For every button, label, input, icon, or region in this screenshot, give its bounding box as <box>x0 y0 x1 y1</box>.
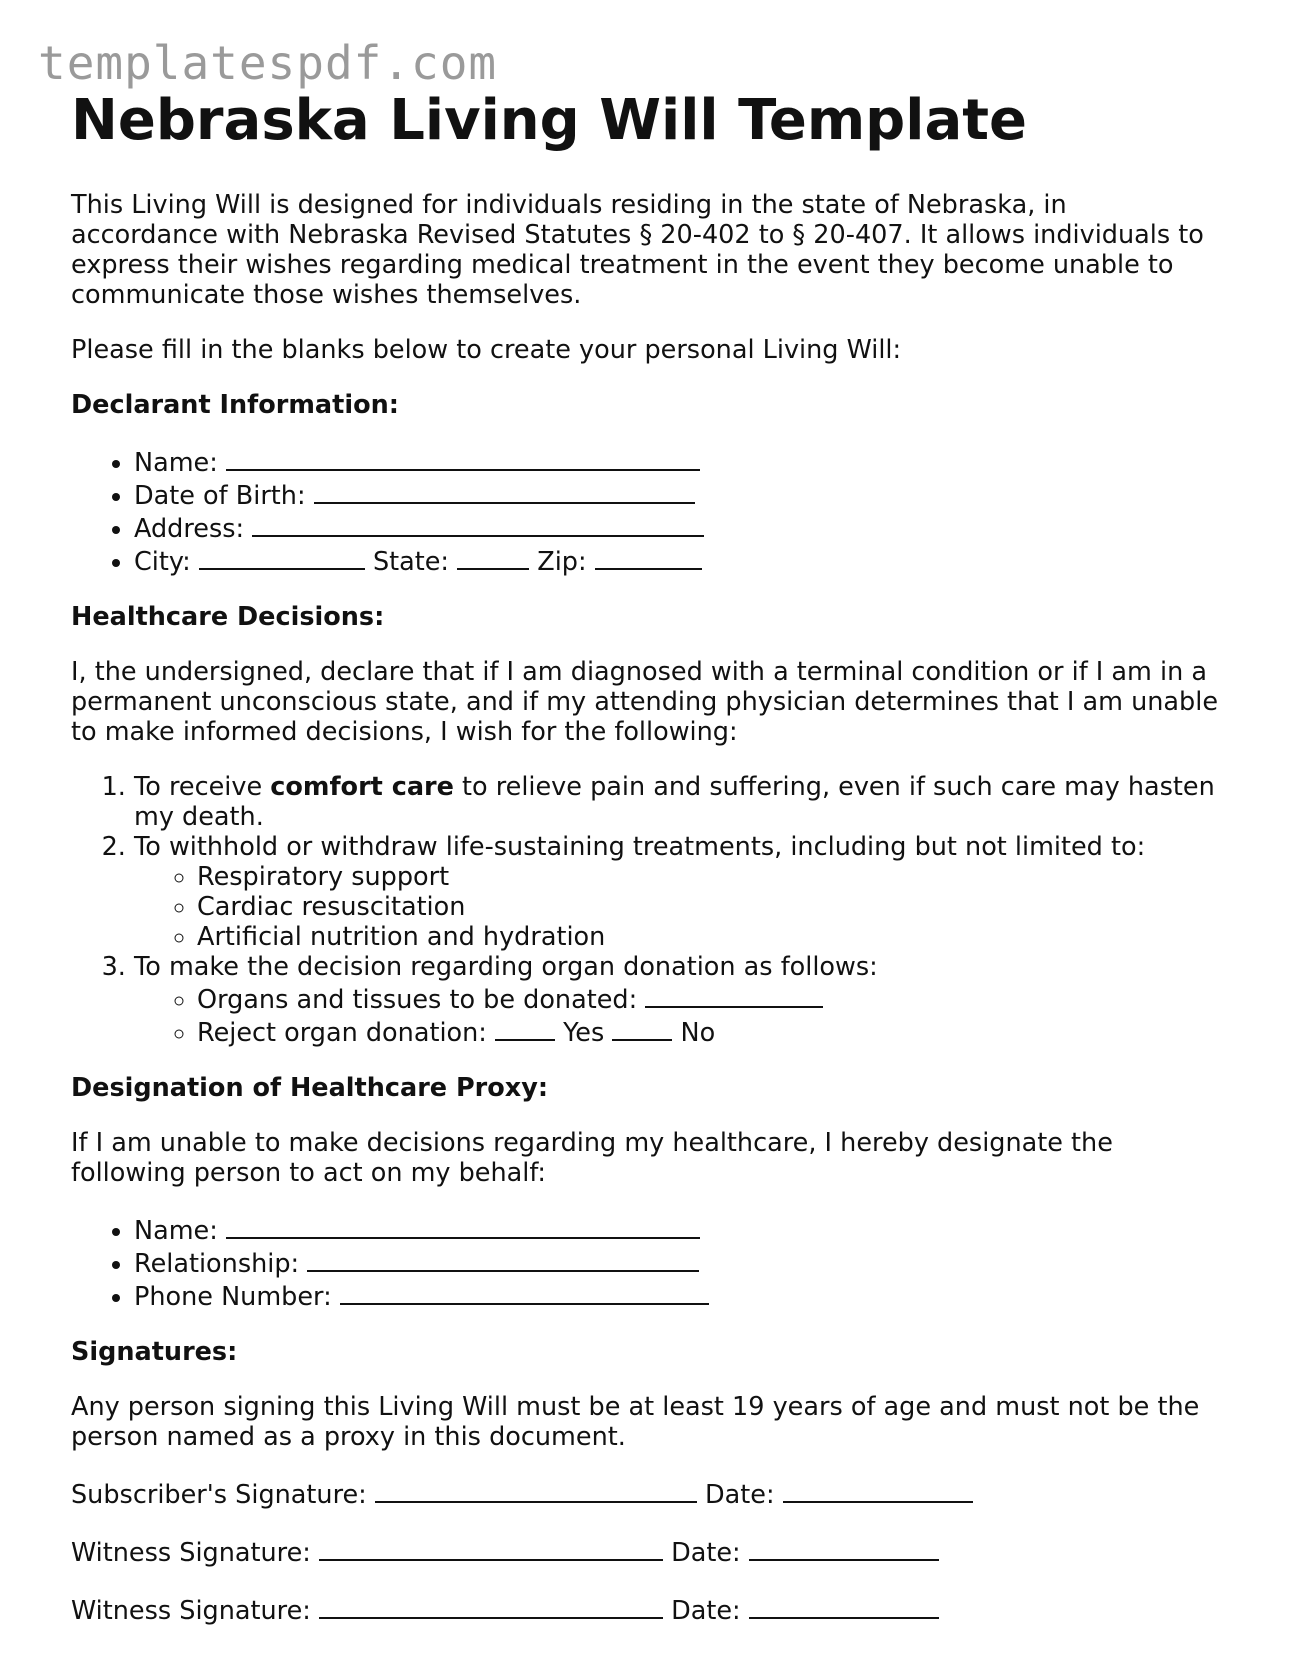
proxy-relationship-blank[interactable] <box>307 1246 699 1272</box>
witness2-date-blank[interactable] <box>749 1593 939 1619</box>
declarant-list <box>71 445 1221 577</box>
proxy-phone-field: • Phone Number: <box>134 1279 1221 1312</box>
signatures-paragraph: Any person signing this Living Will must be at least 19 years of age and must not be the person named as a proxy in this document. <box>71 1392 1200 1452</box>
document-body <box>71 88 1221 1651</box>
proxy-name-field: • Name: <box>134 1213 1221 1246</box>
proxy-relationship-field: • Relationship: <box>134 1246 1221 1279</box>
instruction-paragraph: Please fill in the blanks below to create your personal Living Will: <box>71 335 902 365</box>
witness1-date-blank[interactable] <box>749 1535 939 1561</box>
proxy-heading: Designation of Healthcare Proxy: <box>71 1073 549 1103</box>
witness1-signature-line: Witness Signature: Date: <box>71 1535 1221 1568</box>
zip-blank[interactable] <box>595 544 702 570</box>
declarant-dob-field: • Date of Birth: <box>134 478 1221 511</box>
reject-donation-field: ◦ Reject organ donation: Yes No <box>197 1015 1221 1048</box>
decision-withhold-treatment: 2. To withhold or withdraw life-sustaining treatments, including but not limited to: ◦ Respiratory support ◦ Cardiac resuscitation ◦ Artificial nutrition and hydration <box>134 832 1221 952</box>
state-blank[interactable] <box>457 544 529 570</box>
declarant-address-blank[interactable] <box>252 511 704 537</box>
reject-no-blank[interactable] <box>612 1015 672 1041</box>
subscriber-signature-blank[interactable] <box>375 1477 697 1503</box>
decision-organ-donation: 3. To make the decision regarding organ donation as follows: ◦ Organs and tissues to be donated: ◦ Reject organ donation: Yes No <box>134 952 1221 1048</box>
subscriber-date-blank[interactable] <box>783 1477 973 1503</box>
signatures-heading: Signatures: <box>71 1337 238 1367</box>
proxy-phone-blank[interactable] <box>340 1279 709 1305</box>
witness2-signature-line: Witness Signature: Date: <box>71 1593 1221 1626</box>
organ-sublist <box>134 982 1221 1048</box>
witness2-signature-blank[interactable] <box>319 1593 663 1619</box>
treatment-item: ◦ Artificial nutrition and hydration <box>197 922 1221 952</box>
healthcare-decisions-list <box>71 772 1221 1048</box>
declarant-dob-blank[interactable] <box>314 478 695 504</box>
organs-donated-blank[interactable] <box>645 982 823 1008</box>
subscriber-signature-line: Subscriber's Signature: Date: <box>71 1477 1221 1510</box>
treatment-item: ◦ Cardiac resuscitation <box>197 892 1221 922</box>
declarant-heading: Declarant Information: <box>71 390 399 420</box>
declarant-name-blank[interactable] <box>226 445 700 471</box>
declarant-name-field: • Name: <box>134 445 1221 478</box>
watermark: templatespdf.com <box>38 36 498 90</box>
declarant-address-field: • Address: <box>134 511 1221 544</box>
proxy-list <box>71 1213 1221 1312</box>
proxy-name-blank[interactable] <box>226 1213 700 1239</box>
declarant-city-state-zip-field: • City: State: Zip: <box>134 544 1221 577</box>
intro-paragraph: This Living Will is designed for individuals residing in the state of Nebraska, in accordance with Nebraska Revised Statutes § 20-402 to § 20-407. It allows individuals to express their wishes regarding medical treatment in the event they become unable to communicate those wishes themselves. <box>71 190 1204 310</box>
proxy-paragraph: If I am unable to make decisions regarding my healthcare, I hereby designate the following person to act on my behalf: <box>71 1128 1113 1188</box>
city-blank[interactable] <box>199 544 365 570</box>
healthcare-heading: Healthcare Decisions: <box>71 602 385 632</box>
reject-yes-blank[interactable] <box>495 1015 555 1041</box>
witness1-signature-blank[interactable] <box>319 1535 663 1561</box>
healthcare-paragraph: I, the undersigned, declare that if I am diagnosed with a terminal condition or if I am in a permanent unconscious state, and if my attending physician determines that I am unable to make informed decisions, I wish for the following: <box>71 657 1219 747</box>
organs-donated-field: ◦ Organs and tissues to be donated: <box>197 982 1221 1015</box>
page-title: Nebraska Living Will Template <box>71 88 1027 153</box>
treatment-item: ◦ Respiratory support <box>197 862 1221 892</box>
decision-comfort-care: 1. To receive comfort care to relieve pain and suffering, even if such care may hasten my death. <box>134 772 1221 832</box>
treatment-sublist <box>134 862 1221 952</box>
